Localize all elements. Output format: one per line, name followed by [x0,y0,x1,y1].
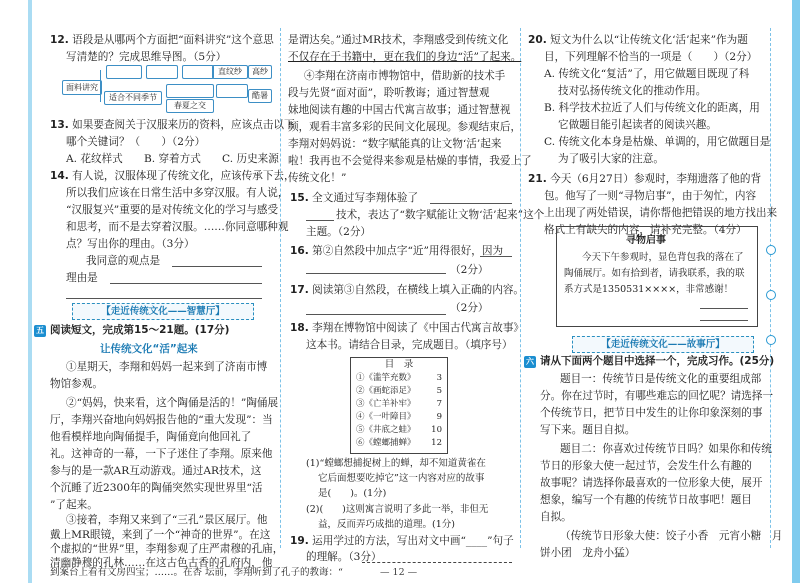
mindmap-leaf: 酷暑 [248,89,272,103]
question-21-line: 上出现了两处错误，请你帮他把错误的地方找出来 [544,207,778,219]
question-15: 15. 全文通过写李翔体验了 [290,192,419,204]
answer-line[interactable] [306,273,446,274]
question-14-line: 点？写出你的理由。（3分） [66,238,195,250]
question-19-line2: 的理解。（3分） [306,551,382,563]
question-14: 14. 有人说，汉服体现了传统文化，应该传承下去， [50,170,295,182]
article-paragraph-2: ②“妈妈，快来看，这个陶俑是活的！”陶俑展 [66,397,279,409]
article-paragraph-2: ”了起来。 [50,499,98,511]
notice-text: 陶俑展厅。如有拾到者，请我联系，我的联 [564,268,745,279]
question-21-line: 包。他写了一则“寻物启事”，由于匆忙，内容 [544,190,757,202]
option-a[interactable]: A. 传统文化“复活”了，用它做题目既现了科 [544,68,750,80]
mindmap-blank[interactable] [182,65,214,79]
section-number-badge: 五 [36,326,44,335]
notice-title: 寻物启事 [626,235,666,246]
toc-title: 目 录 [384,359,414,370]
mindmap-branch: 适合不同季节 [104,91,162,105]
toc-entry-page: 3 [436,373,442,383]
date-line[interactable] [700,320,748,321]
article-paragraph-3: 个虚拟的“世界”里，李翔参观了庄严肃穆的孔庙， [50,543,284,555]
article-paragraph-4: 频，观看丰富多彩的民间文化展现。参观结束后， [288,121,522,133]
mindmap-leaf: 春夏之交 [166,99,214,113]
question-13-options[interactable]: A. 花纹样式 B. 穿着方式 C. 历史来源 [66,153,279,165]
festival-ambassadors: 饼小团 龙舟小猛） [540,547,636,559]
article-paragraph-3-tail: 到案台上看有文房四宝；……。在杏 坛前，李翔听到了孔子的教诲：“ [50,567,343,578]
toc-entry-title: ③《亡羊补牢》 [356,399,416,409]
mindmap-blank[interactable] [146,65,178,79]
article-paragraph-3: 清幽静穆的孔林……在这古色古香的孔府内，他 [50,557,273,569]
question-14-line: 和思考，而不是去穿着汉服。……你同意哪种观 [66,221,289,233]
article-paragraph-3: 戴上MR眼镜，来到了一个“神奇的世界”。在这 [50,529,271,541]
section-banner-story: 【走近传统文化——故事厅】 [572,336,754,353]
question-18-sub1: 是( )。(1分) [318,488,387,499]
mindmap-connector [100,70,102,102]
opinion-answer-line[interactable] [172,266,262,267]
page-number: — 12 — [380,567,418,578]
question-16-score: （2分） [450,264,489,276]
topic-2: 想象，编写一个有趣的传统节日故事吧！题目 [540,494,752,506]
article-title: 让传统文化“活”起来 [100,343,198,355]
topic-1: 分。你在过节时，有哪些难忘的回忆呢？请选择一 [540,390,774,402]
article-paragraph-4: 啦！我再也不会觉得来参观是枯燥的事情，我爱上了 [288,155,532,167]
topic-1: 题目一：传统节日是传统文化的重要组成部 [560,373,762,385]
question-13: 13. 如果要查阅关于汉服来历的资料，应该点击以下 [50,119,295,131]
mindmap-leaf: 直纹纱 [212,65,248,79]
toc-entry-title: ④《一叶障目》 [356,412,416,422]
article-paragraph-1: ①星期天，李翔和妈妈一起来到了济南市博 [66,361,268,373]
article-paragraph-2: 礼。这神奇的一幕，一下子迷住了李翔。原来他 [50,448,273,460]
toc-entry-page: 12 [431,438,442,448]
question-14-line: 所以我们应该在日常生活中多穿汉服。有人说， [66,187,289,199]
question-18-sub2: 益，反而弄巧成拙的道理。(1分) [318,519,455,530]
article-paragraph-2: 厅，李翔兴奋地向妈妈报告他的“重大发现”：当 [50,414,273,426]
toc-entry-title: ②《画蛇添足》 [356,386,416,396]
question-18-sub2: (2)( )这则寓言说明了多此一举，非但无 [306,504,489,515]
binding-hole [766,290,776,300]
toc-entry-page: 5 [436,386,442,396]
question-20: 20. 短文为什么以“让传统文化‘活’起来”作为题 [528,34,748,46]
question-21-line: 格式上有缺失的内容，请补充完整。（4分） [544,224,747,236]
opinion-label: 我同意的观点是 [86,255,161,267]
section-title: 请从下面两个题目中选择一个，完成习作。(25分) [540,355,775,367]
article-paragraph-3: ③接着，李翔又来到了“三孔”景区展厅。他 [66,514,268,526]
question-14-line: “汉服复兴”重要的是对传统文化的学习与感受 [66,204,279,216]
article-paragraph-2: 他看模样地向陶俑提手，陶俑竟向他回礼了 [50,431,252,443]
answer-line[interactable] [306,220,334,221]
topic-2: 节日的形象大使一起过节，会发生什么有趣的 [540,460,752,472]
toc-entry [356,385,442,398]
answer-line[interactable] [362,562,512,563]
reason-answer-line[interactable] [110,283,262,284]
article-continuation: 是谓达矣。”通过MR技术，李翔感受到传统文化 [288,34,509,46]
festival-ambassadors: （传统节日形象大使：饺子小香 元宵小糖 月 [560,530,783,542]
article-paragraph-4: ④李翔在济南市博物馆中，借助新的技术手 [304,70,506,82]
article-paragraph-4: 李翔对妈妈说：“数字赋能真的让文物‘活’起来 [288,138,502,150]
option-c-cont: 为了吸引大家的注意。 [558,153,664,165]
toc-entry [356,411,442,424]
toc-entry [356,437,442,450]
article-paragraph-4: 段与先贤“面对面”，聆听教诲；通过智慧观 [288,87,490,99]
section-title: 阅读短文，完成第15～21题。(17分) [50,324,230,336]
toc-entry [356,372,442,385]
question-12-line2: 写清楚的？完成思维导图。（5分） [66,51,227,63]
question-18-sub1: 它后面想要吃掉它”这一内容对应的故事 [318,473,485,484]
answer-line[interactable] [306,314,446,315]
right-margin-strip [792,0,800,583]
question-18-line2: 这本书。请结合目录，完成题目。（填序号） [306,339,513,351]
underlined-sentence: 不仅存在于书籍中，更在我们的身边“活”了起来。 [288,51,522,63]
toc-entry-page: 10 [431,425,442,435]
mindmap-root: 面料讲究 [62,80,102,95]
question-15-line3: 主题。（2分） [306,226,372,238]
option-c[interactable]: C. 传统文化本身是枯燥、单调的，用它做题目是 [544,136,771,148]
signature-line[interactable] [700,308,748,309]
binding-hole [766,335,776,345]
notice-text: 系方式是1350531××××，非常感谢！ [564,284,734,295]
topic-1: 写下来。题目自拟。 [540,424,636,436]
toc-entry-page: 9 [436,412,442,422]
article-paragraph-1: 物馆参观。 [50,378,103,390]
toc-entry-title: ⑤《井底之蛙》 [356,425,416,435]
option-a-cont: 技对弘扬传统文化的推动作用。 [558,85,707,97]
topic-2: 自拟。 [540,511,572,523]
toc-entry-page: 7 [436,399,442,409]
question-15-line2: 技术，表达了“数字赋能让文物‘活’起来”这个 [336,209,545,221]
mindmap-leaf: 高纱 [248,65,272,79]
question-17-score: （2分） [450,302,489,314]
notice-text: 今天下午参观时，显色背包我的落在了 [582,252,744,263]
question-18-sub1: (1)“螳螂想捕捉树上的蝉，却不知道黄雀在 [306,458,486,469]
section-banner-wisdom: 【走近传统文化——智慧厅】 [72,303,254,320]
section-number-badge: 六 [526,357,534,366]
question-13-line2: 哪个关键词？（ ）（2分） [66,136,206,148]
mindmap-blank[interactable] [166,84,214,98]
toc-entry [356,424,442,437]
article-paragraph-4: 传统文化！” [288,172,347,184]
option-b-cont: 它做题目能引起读者的阅读兴趣。 [558,119,717,131]
answer-line[interactable] [430,203,512,204]
topic-2: 故事呢？请选择你最喜欢的一位形象大使，展开 [540,477,763,489]
question-18: 18. 李翔在博物馆中阅读了《中国古代寓言故事》 [290,322,525,334]
question-20-line2: 目，下列理解不恰当的一项是（ ）（2分） [544,51,758,63]
question-16: 16. 第②自然段中加点字“近”用得很好，因为 [290,245,504,257]
margin-line [770,28,771,548]
mindmap-blank[interactable] [106,65,142,79]
toc-entry [356,398,442,411]
question-17: 17. 阅读第③自然段，在横线上填入正确的内容。 [290,284,525,296]
mindmap-blank[interactable] [216,84,248,98]
topic-1: 个传统节日，把节日中发生的让你印象深刻的事 [540,407,763,419]
binding-hole [766,245,776,255]
toc-entry-title: ①《滥竽充数》 [356,373,416,383]
option-b[interactable]: B. 科学技术拉近了人们与传统文化的距离，用 [544,102,760,114]
topic-2: 题目二：你喜欢过传统节日吗？如果你和传统 [560,443,772,455]
question-19: 19. 运用学过的方法，写出对文中画“____”句子 [290,535,514,547]
question-12: 12. 语段是从哪两个方面把“面料讲究”这个意思 [50,34,274,46]
answer-line[interactable] [66,298,262,299]
article-paragraph-4: 妹地阅读有趣的中国古代寓言故事；通过智慧视 [288,104,511,116]
article-paragraph-2: 参与的是一款AR互动游戏。通过AR技术，这 [50,465,262,477]
answer-line[interactable] [480,256,512,257]
column-divider [280,28,281,548]
left-margin-strip [28,0,32,583]
toc-entry-title: ⑥《螳螂捕蝉》 [356,438,416,448]
article-paragraph-2: 个沉睡了近2300年的陶俑突然实现世界里“活 [50,482,263,494]
reason-label: 理由是 [66,272,98,284]
question-21: 21. 今天（6月27日）参观时，李翔遗落了他的背 [528,173,762,185]
